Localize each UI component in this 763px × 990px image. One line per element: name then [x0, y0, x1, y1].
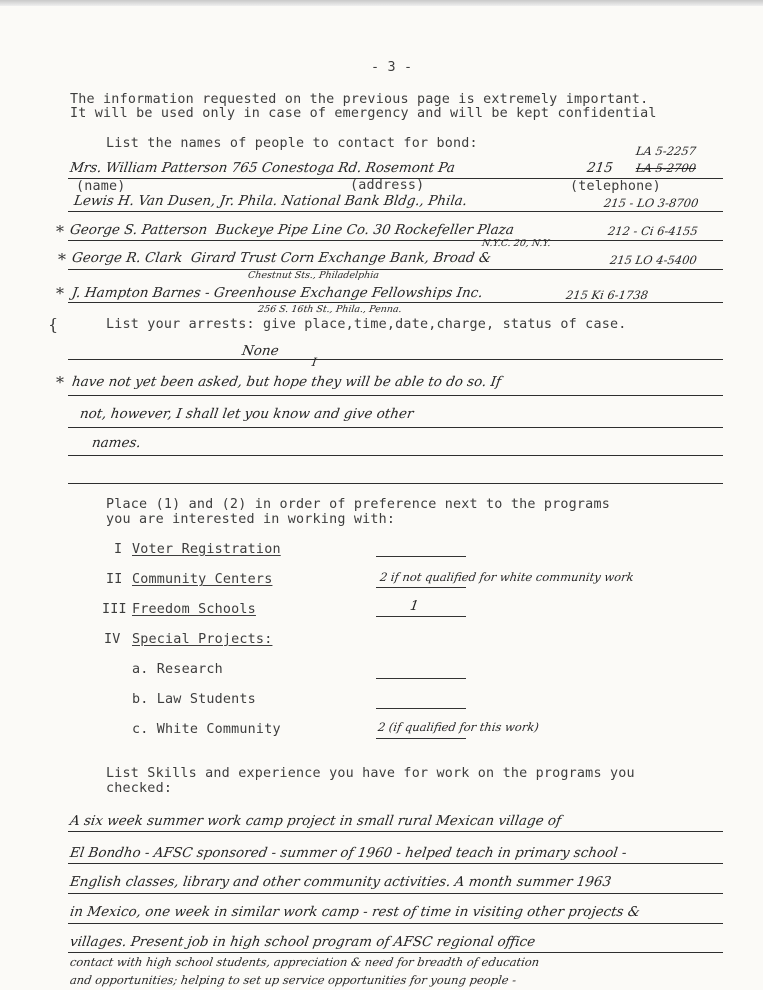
program-num-1: I: [114, 542, 123, 557]
skills-line-2: El Bondho - AFSC sponsored - summer of 1960 - helped teach in primary school -: [68, 845, 628, 861]
bond-entry-1: Mrs. William Patterson 765 Conestoga Rd. Rosemont Pa: [68, 160, 456, 176]
program-num-2: II: [106, 572, 123, 587]
skills-prompt-1: List Skills and experience you have for work on the programs you: [106, 766, 635, 781]
subprogram-blank-1: [376, 678, 466, 679]
arrests-line-2: [68, 395, 723, 396]
skills-line-3: English classes, library and other community activities. A month summer 1963: [68, 874, 613, 890]
bond-label-address: (address): [350, 178, 425, 193]
intro-line-1: The information requested on the previous page is extremely important.: [70, 92, 649, 107]
bond-entry-5: J. Hampton Barnes - Greenhouse Exchange Fellowships Inc.: [70, 285, 484, 301]
arrests-line-5: [68, 483, 723, 484]
subprogram-white-community: c. White Community: [132, 722, 281, 737]
skills-rule-1: [68, 831, 723, 832]
asterisk-mark-3: *: [56, 284, 64, 303]
bond-entry-4-sub: Chestnut Sts., Philadelphia: [247, 270, 380, 281]
preference-prompt-1: Place (1) and (2) in order of preference next to the programs: [106, 497, 610, 512]
bond-entry-1-phone: 215: [585, 160, 614, 176]
bond-entry-4: George R. Clark Girard Trust Corn Exchange Bank, Broad &: [70, 250, 493, 266]
bond-entry-3: George S. Patterson Buckeye Pipe Line Co. 30 Rockefeller Plaza: [68, 222, 515, 238]
skills-rule-3: [68, 893, 723, 894]
bond-entry-3-phone: 212 - Ci 6-4155: [607, 224, 699, 238]
bond-label-telephone: (telephone): [570, 179, 661, 194]
bracket-mark: {: [48, 315, 59, 334]
skills-rule-5: [68, 952, 723, 953]
program-blank-3: [376, 616, 466, 617]
bond-line-3: [68, 240, 723, 241]
subprogram-blank-3: [376, 738, 466, 739]
asterisk-mark-2: *: [58, 250, 66, 269]
arrests-line-4: [68, 455, 723, 456]
arrests-answer: None: [240, 343, 280, 359]
skills-line-6: contact with high school students, appreciation & need for breadth of education: [69, 955, 541, 969]
intro-line-2: It will be used only in case of emergency and will be kept confidential: [70, 106, 657, 121]
arrests-line-3: [68, 427, 723, 428]
bond-entry-5-phone: 215 Ki 6-1738: [565, 288, 649, 302]
skills-prompt-2: checked:: [106, 781, 173, 796]
program-blank-1: [376, 556, 466, 557]
skills-rule-2: [68, 863, 723, 864]
arrests-prompt: List your arrests: give place,time,date,charge, status of case.: [106, 317, 627, 332]
program-label-special-projects: Special Projects:: [132, 632, 273, 647]
subprogram-blank-2: [376, 708, 466, 709]
bond-entry-5-sub: 256 S. 16th St., Phila., Penna.: [257, 304, 403, 315]
program-num-3: III: [102, 602, 127, 617]
bond-prompt: List the names of people to contact for bond:: [106, 136, 478, 151]
preference-prompt-2: you are interested in working with:: [106, 512, 396, 527]
bond-entry-1-phone-struck: LA 5-2700: [635, 161, 698, 175]
program-num-4: IV: [104, 632, 121, 647]
program-answer-2: 2 if not qualified for white community work: [379, 570, 635, 584]
skills-line-1: A six week summer work camp project in small rural Mexican village of: [68, 813, 563, 829]
bond-label-name: (name): [76, 179, 126, 194]
asterisk-mark-1: *: [56, 222, 64, 241]
bond-entry-1-phone-extra: LA 5-2257: [635, 144, 698, 158]
program-answer-3: 1: [408, 598, 420, 614]
page-top-edge: [0, 0, 763, 6]
program-blank-2: [376, 587, 466, 588]
subprogram-research: a. Research: [132, 662, 223, 677]
bond-entry-2: Lewis H. Van Dusen, Jr. Phila. National Bank Bldg., Phila.: [72, 193, 469, 209]
bond-entry-4-phone: 215 LO 4-5400: [609, 253, 698, 267]
arrests-note-3: not, however, I shall let you know and give other: [78, 406, 415, 422]
page-number: - 3 -: [371, 60, 413, 75]
bond-line-5: [68, 302, 723, 303]
program-label-freedom-schools: Freedom Schools: [132, 602, 256, 617]
asterisk-mark-4: *: [56, 373, 64, 392]
program-label-community-centers: Community Centers: [132, 572, 273, 587]
arrests-note-1: I: [311, 355, 318, 369]
skills-rule-4: [68, 923, 723, 924]
subprogram-answer-3: 2 (if qualified for this work): [377, 720, 540, 734]
arrests-note-4: names.: [90, 435, 142, 451]
bond-line-4: [68, 269, 723, 270]
bond-entry-2-phone: 215 - LO 3-8700: [603, 196, 700, 210]
bond-entry-3-sub: N.Y.C. 20, N.Y.: [481, 238, 552, 249]
program-label-voter-registration: Voter Registration: [132, 542, 281, 557]
arrests-note-2: have not yet been asked, but hope they will be able to do so. If: [70, 374, 503, 390]
skills-line-4: in Mexico, one week in similar work camp - rest of time in visiting other projects &: [68, 904, 641, 920]
arrests-line-1: [68, 359, 723, 360]
skills-line-5: villages. Present job in high school program of AFSC regional office: [68, 934, 537, 950]
skills-line-7: and opportunities; helping to set up service opportunities for young people -: [69, 973, 518, 987]
bond-line-2: [68, 211, 723, 212]
subprogram-law-students: b. Law Students: [132, 692, 256, 707]
